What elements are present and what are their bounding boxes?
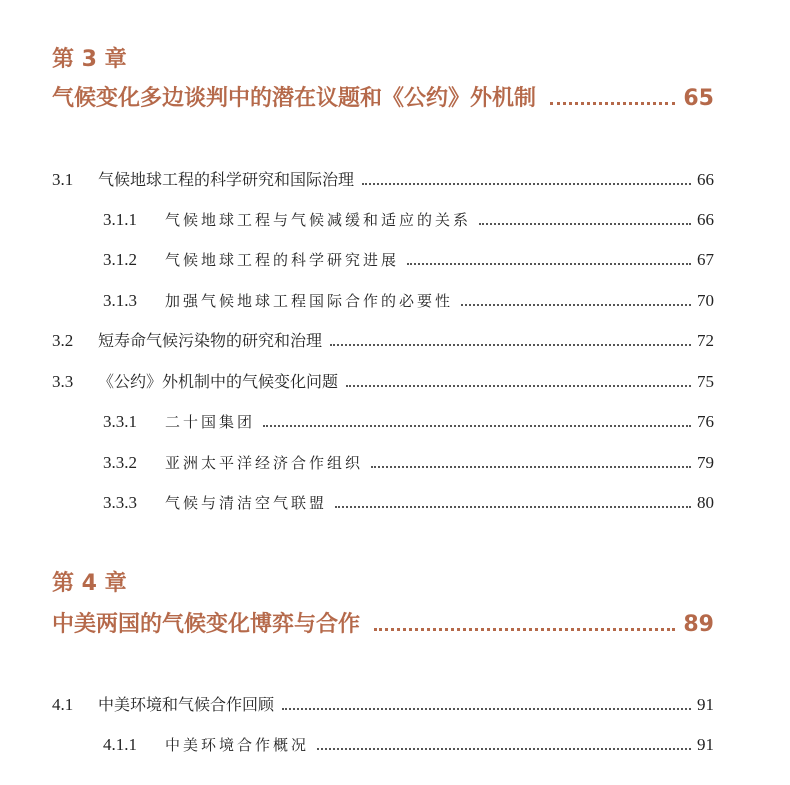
toc-entry-3-3-3[interactable]: [103, 491, 714, 515]
chapter-3-title: 气候变化多边谈判中的潜在议题和《公约》外机制: [52, 86, 537, 111]
toc-entry-3-1-3[interactable]: [103, 289, 714, 313]
dot-leader: [407, 263, 691, 265]
entry-page: 79: [697, 453, 714, 472]
chapter-3-label: 第 3 章: [52, 47, 127, 72]
entry-title: 气候与清洁空气联盟: [165, 494, 328, 512]
entry-title: 气候地球工程与气候减缓和适应的关系: [165, 211, 472, 229]
toc-entry-4-1[interactable]: [52, 693, 714, 717]
entry-page: 75: [697, 372, 714, 391]
toc-entry-3-1-1[interactable]: [103, 208, 714, 232]
entry-title: 二十国集团: [165, 413, 256, 431]
chapter-3-heading[interactable]: [52, 85, 714, 113]
toc-entry-3-1[interactable]: [52, 168, 714, 192]
toc-entry-4-1-1[interactable]: [103, 733, 714, 757]
chapter-4-leader: [374, 628, 675, 631]
entry-title: 中美环境合作概况: [165, 736, 310, 754]
chapter-4-title: 中美两国的气候变化博弈与合作: [52, 612, 361, 637]
entry-number: 3.1: [52, 170, 74, 189]
entry-page: 76: [697, 412, 714, 431]
toc-entry-3-3[interactable]: [52, 370, 714, 394]
toc-entry-3-3-2[interactable]: [103, 451, 714, 475]
entry-page: 91: [697, 695, 714, 714]
dot-leader: [335, 506, 691, 508]
chapter-3-leader: [550, 102, 675, 105]
entry-page: 66: [697, 210, 714, 229]
toc-entry-3-2[interactable]: [52, 329, 714, 353]
chapter-4-label: 第 4 章: [52, 571, 127, 596]
entry-number: 4.1: [52, 695, 74, 714]
entry-page: 70: [697, 291, 714, 310]
chapter-4-heading[interactable]: [52, 611, 714, 639]
entry-page: 91: [697, 735, 714, 754]
entry-title: 短寿命气候污染物的研究和治理: [98, 331, 323, 350]
dot-leader: [263, 425, 691, 427]
entry-number: 3.1.2: [103, 250, 137, 269]
toc-entry-3-3-1[interactable]: [103, 410, 714, 434]
entry-title: 气候地球工程的科学研究进展: [165, 251, 400, 269]
entry-number: 4.1.1: [103, 735, 137, 754]
entry-number: 3.2: [52, 331, 74, 350]
entry-number: 3.3.1: [103, 412, 137, 431]
entry-number: 3.3.2: [103, 453, 137, 472]
dot-leader: [362, 183, 691, 185]
entry-page: 80: [697, 493, 714, 512]
dot-leader: [461, 304, 691, 306]
dot-leader: [371, 466, 691, 468]
entry-title: 亚洲太平洋经济合作组织: [165, 454, 364, 472]
dot-leader: [346, 385, 691, 387]
entry-page: 66: [697, 170, 714, 189]
entry-number: 3.3.3: [103, 493, 137, 512]
entry-title: 中美环境和气候合作回顾: [98, 695, 275, 714]
dot-leader: [330, 344, 691, 346]
chapter-4-page: 89: [683, 612, 714, 637]
entry-page: 67: [697, 250, 714, 269]
dot-leader: [282, 708, 691, 710]
entry-number: 3.1.1: [103, 210, 137, 229]
entry-page: 72: [697, 331, 714, 350]
entry-number: 3.3: [52, 372, 74, 391]
dot-leader: [317, 748, 691, 750]
entry-number: 3.1.3: [103, 291, 137, 310]
entry-title: 《公约》外机制中的气候变化问题: [98, 372, 339, 391]
toc-entry-3-1-2[interactable]: [103, 248, 714, 272]
chapter-3-page: 65: [683, 86, 714, 111]
dot-leader: [479, 223, 691, 225]
entry-title: 加强气候地球工程国际合作的必要性: [165, 292, 454, 310]
entry-title: 气候地球工程的科学研究和国际治理: [98, 170, 355, 189]
